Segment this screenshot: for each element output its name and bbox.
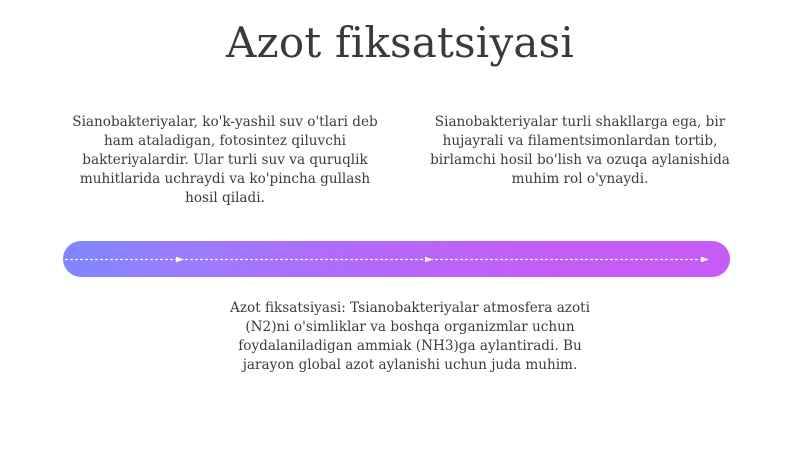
right-text-block: Sianobakteriyalar turli shakllarga ega, bir hujayrali va filamentsimonlardan tortib, birlamchi hosil bo'lish va ozuqa aylanishida muhim rol o'ynaydi. xyxy=(430,114,730,187)
arrow-right-icon xyxy=(701,257,709,262)
left-text-block: Sianobakteriyalar, ko'k-yashil suv o'tlari deb ham ataladigan, fotosintez qiluvchi bakteriyalardir. Ular turli suv va quruqlik muhitlarida uchraydi va ko'pincha gullash hosil qiladi. xyxy=(72,114,378,206)
arrow-right-icon xyxy=(176,257,184,262)
slide-title: Azot fiksatsiyasi xyxy=(225,18,574,67)
arrow-right-icon xyxy=(425,257,433,262)
center-text-block: Azot fiksatsiyasi: Tsianobakteriyalar atmosfera azoti (N2)ni o'simliklar va boshqa organizmlar uchun foydalaniladigan ammiak (NH3)ga aylantiradi. Bu jarayon global azot aylanishi uchun juda muhim. xyxy=(230,300,590,373)
timeline-arrow xyxy=(63,241,730,277)
